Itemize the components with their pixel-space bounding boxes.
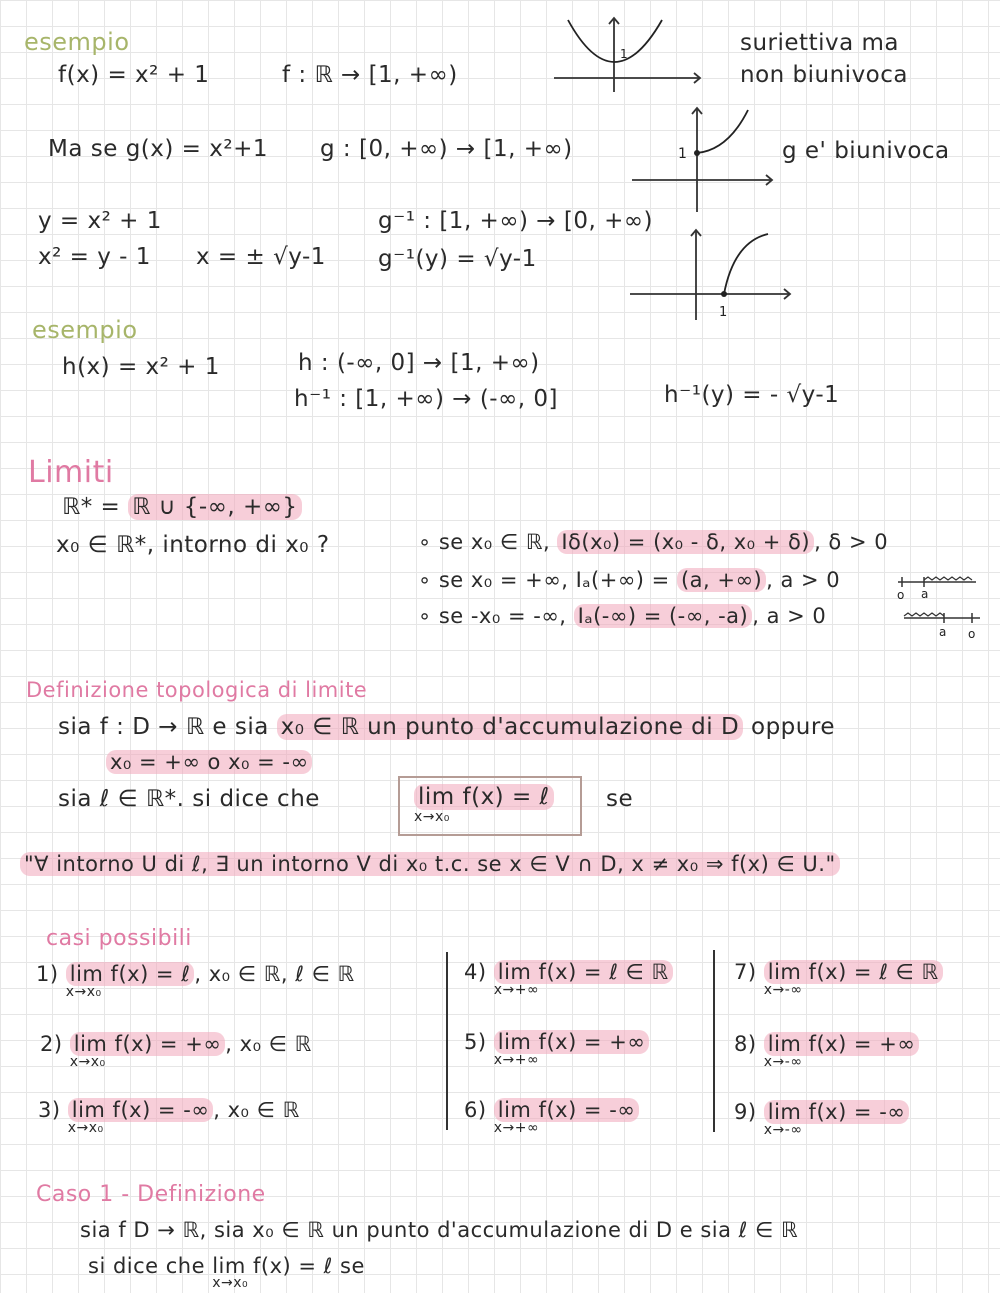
f-definition: f(x) = x² + 1	[58, 62, 210, 88]
equation-x: x = ± √y-1	[196, 244, 326, 270]
case-6: 6) lim f(x) = -∞ x→+∞	[464, 1100, 639, 1121]
g-inverse-mapping: g⁻¹ : [1, +∞) → [0, +∞)	[378, 208, 653, 234]
f-mapping: f : ℝ → [1, +∞)	[282, 62, 458, 88]
def-line2: x₀ = +∞ o x₀ = -∞	[106, 752, 312, 773]
surjective-note-line1: suriettiva ma	[740, 30, 899, 56]
def-quote: "∀ intorno U di ℓ, ∃ un intorno V di x₀ t.c. se x ∈ V ∩ D, x ≠ x₀ ⇒ f(x) ∈ U."	[20, 854, 840, 875]
case-7: 7) lim f(x) = ℓ ∈ ℝ x→-∞	[734, 962, 943, 983]
h-inverse-formula: h⁻¹(y) = - √y-1	[664, 382, 840, 408]
graph2-label: 1	[678, 146, 687, 162]
case1-line2: si dice che lim f(x) = ℓ x→x₀ se	[88, 1254, 365, 1291]
svg-text:a: a	[939, 625, 947, 639]
number-line-plus	[894, 572, 980, 600]
bullet-plus-infinity: ∘ se x₀ = +∞, Iₐ(+∞) = (a, +∞) , a > 0	[418, 568, 841, 592]
cases-title: casi possibili	[46, 926, 192, 951]
g-inverse-formula: g⁻¹(y) = √y-1	[378, 246, 537, 272]
g-mapping: g : [0, +∞) → [1, +∞)	[320, 136, 573, 162]
inverse-graph	[626, 226, 796, 322]
def-se: se	[606, 786, 634, 812]
h-definition: h(x) = x² + 1	[62, 354, 220, 380]
bullet-finite: ∘ se x₀ ∈ ℝ, Iδ(x₀) = (x₀ - δ, x₀ + δ) , δ > 0	[418, 530, 889, 554]
cases-divider-1	[446, 952, 448, 1130]
case-9: 9) lim f(x) = -∞ x→-∞	[734, 1102, 909, 1123]
def-line1: sia f : D → ℝ e sia x₀ ∈ ℝ un punto d'accumulazione di D oppure	[58, 714, 835, 740]
graph1-label: 1	[620, 47, 628, 61]
boxed-limit: lim f(x) = ℓ x→x₀	[414, 786, 554, 809]
g-definition: Ma se g(x) = x²+1	[48, 136, 268, 162]
neighborhood-question: x₀ ∈ ℝ*, intorno di x₀ ?	[56, 532, 330, 558]
number-line-minus	[900, 608, 984, 640]
sqrt-graph	[628, 104, 778, 216]
surjective-note-line2: non biunivoca	[740, 62, 908, 88]
equation-y: y = x² + 1	[38, 208, 162, 234]
svg-text:a: a	[921, 587, 929, 601]
h-mapping: h : (-∞, 0] → [1, +∞)	[298, 350, 540, 376]
extended-reals: ℝ* = ℝ ∪ {-∞, +∞}	[62, 496, 302, 519]
case1-line1: sia f D → ℝ, sia x₀ ∈ ℝ un punto d'accumulazione di D e sia ℓ ∈ ℝ	[80, 1218, 799, 1242]
bullet-minus-infinity: ∘ se -x₀ = -∞, Iₐ(-∞) = (-∞, -a) , a > 0	[418, 604, 827, 628]
case-3: 3) lim f(x) = -∞ x→x₀ , x₀ ∈ ℝ	[38, 1098, 300, 1136]
case-4: 4) lim f(x) = ℓ ∈ ℝ x→+∞	[464, 962, 673, 983]
graph3-label: 1	[719, 305, 728, 320]
svg-text:o: o	[897, 588, 905, 602]
def-line3: sia ℓ ∈ ℝ*. si dice che	[58, 786, 320, 812]
case1-definition-title: Caso 1 - Definizione	[36, 1182, 266, 1207]
cases-divider-2	[713, 950, 715, 1132]
case-5: 5) lim f(x) = +∞ x→+∞	[464, 1032, 649, 1053]
limiti-title: Limiti	[28, 455, 114, 490]
svg-text:o: o	[968, 627, 976, 641]
case-8: 8) lim f(x) = +∞ x→-∞	[734, 1034, 919, 1055]
bijective-note: g e' biunivoca	[782, 138, 950, 164]
example-heading: esempio	[24, 28, 130, 56]
case-2: 2) lim f(x) = +∞ x→x₀ , x₀ ∈ ℝ	[40, 1032, 312, 1070]
equation-x2: x² = y - 1	[38, 244, 151, 270]
case-1: 1) lim f(x) = ℓ x→x₀ , x₀ ∈ ℝ, ℓ ∈ ℝ	[36, 962, 355, 1000]
example2-heading: esempio	[32, 316, 138, 344]
parabola-graph	[550, 14, 710, 94]
topological-definition-title: Definizione topologica di limite	[26, 678, 368, 702]
h-inverse-mapping: h⁻¹ : [1, +∞) → (-∞, 0]	[294, 386, 558, 412]
